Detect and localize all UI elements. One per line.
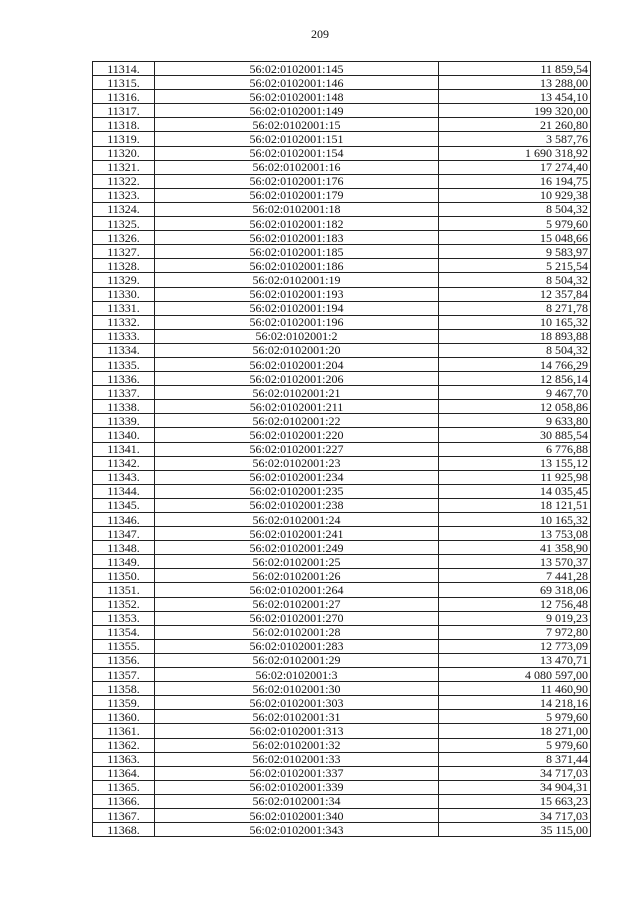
cadastral-number-cell: 56:02:0102001:15 <box>155 118 439 132</box>
value-cell: 14 218,16 <box>439 696 591 710</box>
row-number-cell: 11359. <box>93 696 155 710</box>
value-cell: 13 288,00 <box>439 76 591 90</box>
row-number-cell: 11322. <box>93 174 155 188</box>
value-cell: 12 058,86 <box>439 400 591 414</box>
row-number-cell: 11317. <box>93 104 155 118</box>
row-number-cell: 11342. <box>93 456 155 470</box>
cadastral-number-cell: 56:02:0102001:30 <box>155 682 439 696</box>
row-number-cell: 11332. <box>93 315 155 329</box>
row-number-cell: 11333. <box>93 329 155 343</box>
row-number-cell: 11326. <box>93 231 155 245</box>
table-row <box>93 217 591 231</box>
cadastral-number-cell: 56:02:0102001:339 <box>155 780 439 794</box>
row-number-cell: 11350. <box>93 569 155 583</box>
value-cell: 34 904,31 <box>439 780 591 794</box>
value-cell: 12 756,48 <box>439 597 591 611</box>
table-row <box>93 597 591 611</box>
value-cell: 5 215,54 <box>439 259 591 273</box>
row-number-cell: 11366. <box>93 794 155 808</box>
cadastral-number-cell: 56:02:0102001:32 <box>155 738 439 752</box>
row-number-cell: 11346. <box>93 513 155 527</box>
value-cell: 11 859,54 <box>439 62 591 76</box>
value-cell: 18 121,51 <box>439 498 591 512</box>
value-cell: 8 504,32 <box>439 202 591 216</box>
table-row <box>93 583 591 597</box>
table-row <box>93 823 591 837</box>
table-row <box>93 541 591 555</box>
table-row <box>93 766 591 780</box>
table-row <box>93 724 591 738</box>
table-row <box>93 484 591 498</box>
cadastral-number-cell: 56:02:0102001:183 <box>155 231 439 245</box>
value-cell: 9 467,70 <box>439 386 591 400</box>
table-body <box>93 62 591 837</box>
value-cell: 41 358,90 <box>439 541 591 555</box>
row-number-cell: 11352. <box>93 597 155 611</box>
table-row <box>93 202 591 216</box>
table-row <box>93 174 591 188</box>
cadastral-number-cell: 56:02:0102001:343 <box>155 823 439 837</box>
row-number-cell: 11324. <box>93 202 155 216</box>
row-number-cell: 11351. <box>93 583 155 597</box>
value-cell: 7 441,28 <box>439 569 591 583</box>
row-number-cell: 11355. <box>93 639 155 653</box>
row-number-cell: 11321. <box>93 160 155 174</box>
row-number-cell: 11331. <box>93 301 155 315</box>
cadastral-number-cell: 56:02:0102001:194 <box>155 301 439 315</box>
cadastral-number-cell: 56:02:0102001:31 <box>155 710 439 724</box>
cadastral-number-cell: 56:02:0102001:211 <box>155 400 439 414</box>
row-number-cell: 11353. <box>93 611 155 625</box>
cadastral-number-cell: 56:02:0102001:238 <box>155 498 439 512</box>
table-row <box>93 738 591 752</box>
value-cell: 1 690 318,92 <box>439 146 591 160</box>
cadastral-number-cell: 56:02:0102001:340 <box>155 808 439 822</box>
table-row <box>93 90 591 104</box>
row-number-cell: 11318. <box>93 118 155 132</box>
table-row <box>93 668 591 682</box>
cadastral-number-cell: 56:02:0102001:196 <box>155 315 439 329</box>
cadastral-number-cell: 56:02:0102001:235 <box>155 484 439 498</box>
cadastral-number-cell: 56:02:0102001:3 <box>155 668 439 682</box>
row-number-cell: 11345. <box>93 498 155 512</box>
cadastral-number-cell: 56:02:0102001:241 <box>155 527 439 541</box>
table-row <box>93 62 591 76</box>
table-row <box>93 329 591 343</box>
table-row <box>93 696 591 710</box>
cadastral-value-table <box>92 61 591 837</box>
value-cell: 35 115,00 <box>439 823 591 837</box>
table-row <box>93 146 591 160</box>
cadastral-number-cell: 56:02:0102001:182 <box>155 217 439 231</box>
row-number-cell: 11328. <box>93 259 155 273</box>
cadastral-number-cell: 56:02:0102001:270 <box>155 611 439 625</box>
cadastral-number-cell: 56:02:0102001:28 <box>155 625 439 639</box>
table-row <box>93 442 591 456</box>
table-row <box>93 301 591 315</box>
row-number-cell: 11354. <box>93 625 155 639</box>
cadastral-number-cell: 56:02:0102001:176 <box>155 174 439 188</box>
row-number-cell: 11349. <box>93 555 155 569</box>
row-number-cell: 11361. <box>93 724 155 738</box>
value-cell: 10 929,38 <box>439 188 591 202</box>
cadastral-number-cell: 56:02:0102001:27 <box>155 597 439 611</box>
cadastral-number-cell: 56:02:0102001:21 <box>155 386 439 400</box>
table-row <box>93 555 591 569</box>
table-row <box>93 231 591 245</box>
row-number-cell: 11368. <box>93 823 155 837</box>
value-cell: 13 753,08 <box>439 527 591 541</box>
table-row <box>93 104 591 118</box>
value-cell: 12 773,09 <box>439 639 591 653</box>
table-row <box>93 569 591 583</box>
value-cell: 3 587,76 <box>439 132 591 146</box>
value-cell: 15 048,66 <box>439 231 591 245</box>
row-number-cell: 11315. <box>93 76 155 90</box>
cadastral-number-cell: 56:02:0102001:249 <box>155 541 439 555</box>
table-row <box>93 653 591 667</box>
value-cell: 199 320,00 <box>439 104 591 118</box>
cadastral-number-cell: 56:02:0102001:151 <box>155 132 439 146</box>
table-row <box>93 372 591 386</box>
table-row <box>93 639 591 653</box>
row-number-cell: 11365. <box>93 780 155 794</box>
row-number-cell: 11362. <box>93 738 155 752</box>
value-cell: 34 717,03 <box>439 766 591 780</box>
value-cell: 9 583,97 <box>439 245 591 259</box>
value-cell: 69 318,06 <box>439 583 591 597</box>
value-cell: 5 979,60 <box>439 217 591 231</box>
row-number-cell: 11347. <box>93 527 155 541</box>
row-number-cell: 11334. <box>93 343 155 357</box>
row-number-cell: 11341. <box>93 442 155 456</box>
cadastral-number-cell: 56:02:0102001:186 <box>155 259 439 273</box>
row-number-cell: 11348. <box>93 541 155 555</box>
row-number-cell: 11367. <box>93 808 155 822</box>
value-cell: 18 271,00 <box>439 724 591 738</box>
table-row <box>93 625 591 639</box>
value-cell: 14 766,29 <box>439 357 591 371</box>
row-number-cell: 11320. <box>93 146 155 160</box>
table-row <box>93 513 591 527</box>
table-row <box>93 710 591 724</box>
page-number: 209 <box>311 27 329 41</box>
cadastral-number-cell: 56:02:0102001:23 <box>155 456 439 470</box>
cadastral-number-cell: 56:02:0102001:303 <box>155 696 439 710</box>
cadastral-number-cell: 56:02:0102001:234 <box>155 470 439 484</box>
table-row <box>93 794 591 808</box>
value-cell: 16 194,75 <box>439 174 591 188</box>
value-cell: 8 371,44 <box>439 752 591 766</box>
value-cell: 13 454,10 <box>439 90 591 104</box>
table-row <box>93 118 591 132</box>
cadastral-number-cell: 56:02:0102001:146 <box>155 76 439 90</box>
table-row <box>93 386 591 400</box>
cadastral-number-cell: 56:02:0102001:34 <box>155 794 439 808</box>
row-number-cell: 11319. <box>93 132 155 146</box>
row-number-cell: 11364. <box>93 766 155 780</box>
value-cell: 18 893,88 <box>439 329 591 343</box>
value-cell: 10 165,32 <box>439 315 591 329</box>
cadastral-number-cell: 56:02:0102001:2 <box>155 329 439 343</box>
value-cell: 30 885,54 <box>439 428 591 442</box>
row-number-cell: 11357. <box>93 668 155 682</box>
row-number-cell: 11340. <box>93 428 155 442</box>
row-number-cell: 11335. <box>93 357 155 371</box>
value-cell: 8 271,78 <box>439 301 591 315</box>
table-row <box>93 752 591 766</box>
cadastral-number-cell: 56:02:0102001:283 <box>155 639 439 653</box>
table-row <box>93 259 591 273</box>
cadastral-number-cell: 56:02:0102001:25 <box>155 555 439 569</box>
value-cell: 15 663,23 <box>439 794 591 808</box>
table-row <box>93 315 591 329</box>
table-row <box>93 611 591 625</box>
row-number-cell: 11336. <box>93 372 155 386</box>
row-number-cell: 11325. <box>93 217 155 231</box>
row-number-cell: 11343. <box>93 470 155 484</box>
table-row <box>93 245 591 259</box>
table-row <box>93 357 591 371</box>
row-number-cell: 11337. <box>93 386 155 400</box>
cadastral-number-cell: 56:02:0102001:206 <box>155 372 439 386</box>
value-cell: 7 972,80 <box>439 625 591 639</box>
table-row <box>93 470 591 484</box>
row-number-cell: 11356. <box>93 653 155 667</box>
cadastral-number-cell: 56:02:0102001:18 <box>155 202 439 216</box>
table-row <box>93 76 591 90</box>
cadastral-number-cell: 56:02:0102001:220 <box>155 428 439 442</box>
cadastral-number-cell: 56:02:0102001:264 <box>155 583 439 597</box>
row-number-cell: 11339. <box>93 414 155 428</box>
value-cell: 9 019,23 <box>439 611 591 625</box>
cadastral-number-cell: 56:02:0102001:19 <box>155 273 439 287</box>
value-cell: 13 155,12 <box>439 456 591 470</box>
cadastral-number-cell: 56:02:0102001:337 <box>155 766 439 780</box>
value-cell: 21 260,80 <box>439 118 591 132</box>
table-row <box>93 414 591 428</box>
value-cell: 4 080 597,00 <box>439 668 591 682</box>
cadastral-number-cell: 56:02:0102001:33 <box>155 752 439 766</box>
cadastral-number-cell: 56:02:0102001:204 <box>155 357 439 371</box>
row-number-cell: 11360. <box>93 710 155 724</box>
cadastral-number-cell: 56:02:0102001:148 <box>155 90 439 104</box>
cadastral-number-cell: 56:02:0102001:26 <box>155 569 439 583</box>
row-number-cell: 11314. <box>93 62 155 76</box>
table-row <box>93 287 591 301</box>
value-cell: 12 856,14 <box>439 372 591 386</box>
table-row <box>93 132 591 146</box>
row-number-cell: 11330. <box>93 287 155 301</box>
row-number-cell: 11358. <box>93 682 155 696</box>
cadastral-number-cell: 56:02:0102001:149 <box>155 104 439 118</box>
value-cell: 14 035,45 <box>439 484 591 498</box>
table-row <box>93 780 591 794</box>
table-row <box>93 188 591 202</box>
cadastral-number-cell: 56:02:0102001:145 <box>155 62 439 76</box>
value-cell: 9 633,80 <box>439 414 591 428</box>
value-cell: 13 470,71 <box>439 653 591 667</box>
value-cell: 5 979,60 <box>439 738 591 752</box>
cadastral-number-cell: 56:02:0102001:179 <box>155 188 439 202</box>
value-cell: 13 570,37 <box>439 555 591 569</box>
table-row <box>93 498 591 512</box>
cadastral-number-cell: 56:02:0102001:16 <box>155 160 439 174</box>
table-row <box>93 428 591 442</box>
cadastral-number-cell: 56:02:0102001:193 <box>155 287 439 301</box>
row-number-cell: 11323. <box>93 188 155 202</box>
table-row <box>93 273 591 287</box>
cadastral-number-cell: 56:02:0102001:20 <box>155 343 439 357</box>
table-row <box>93 682 591 696</box>
value-cell: 6 776,88 <box>439 442 591 456</box>
value-cell: 12 357,84 <box>439 287 591 301</box>
cadastral-number-cell: 56:02:0102001:185 <box>155 245 439 259</box>
table-row <box>93 400 591 414</box>
cadastral-number-cell: 56:02:0102001:313 <box>155 724 439 738</box>
row-number-cell: 11329. <box>93 273 155 287</box>
value-cell: 8 504,32 <box>439 343 591 357</box>
table-row <box>93 808 591 822</box>
row-number-cell: 11338. <box>93 400 155 414</box>
value-cell: 8 504,32 <box>439 273 591 287</box>
cadastral-number-cell: 56:02:0102001:154 <box>155 146 439 160</box>
cadastral-number-cell: 56:02:0102001:22 <box>155 414 439 428</box>
table-row <box>93 527 591 541</box>
row-number-cell: 11316. <box>93 90 155 104</box>
cadastral-number-cell: 56:02:0102001:24 <box>155 513 439 527</box>
table-row <box>93 343 591 357</box>
cadastral-number-cell: 56:02:0102001:29 <box>155 653 439 667</box>
row-number-cell: 11363. <box>93 752 155 766</box>
value-cell: 11 925,98 <box>439 470 591 484</box>
value-cell: 5 979,60 <box>439 710 591 724</box>
row-number-cell: 11344. <box>93 484 155 498</box>
row-number-cell: 11327. <box>93 245 155 259</box>
table-row <box>93 456 591 470</box>
value-cell: 34 717,03 <box>439 808 591 822</box>
cadastral-number-cell: 56:02:0102001:227 <box>155 442 439 456</box>
value-cell: 10 165,32 <box>439 513 591 527</box>
table-row <box>93 160 591 174</box>
value-cell: 17 274,40 <box>439 160 591 174</box>
value-cell: 11 460,90 <box>439 682 591 696</box>
